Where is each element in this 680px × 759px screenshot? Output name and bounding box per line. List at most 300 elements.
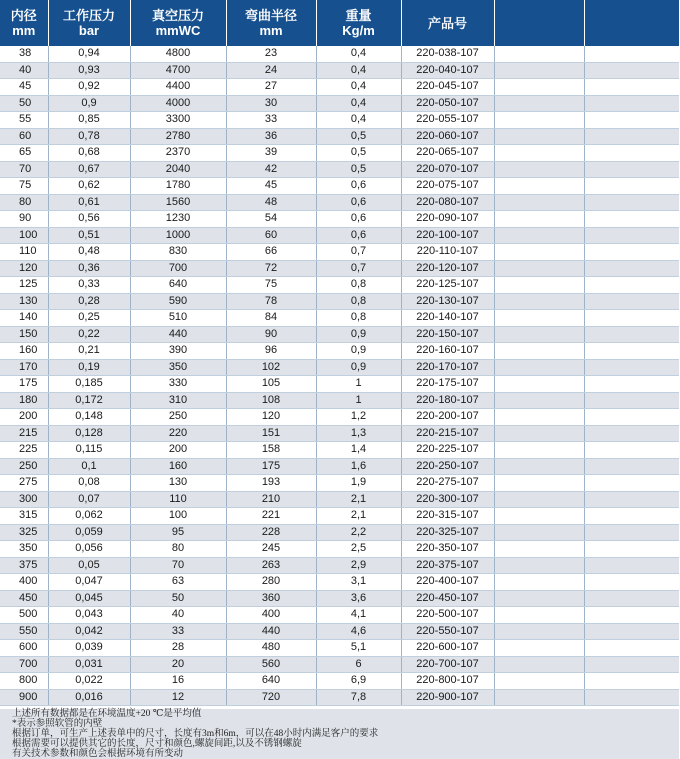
table-cell-extra-2	[584, 79, 679, 96]
table-cell-bend-radius: 228	[226, 524, 316, 541]
table-cell-vacuum-pressure: 310	[130, 392, 226, 409]
table-cell-working-pressure: 0,172	[48, 392, 130, 409]
table-cell-weight: 0,9	[316, 359, 401, 376]
table-row	[0, 343, 679, 360]
table-cell-working-pressure: 0,36	[48, 260, 130, 277]
table-cell-inner-diameter: 170	[0, 359, 48, 376]
table-cell-extra-2	[584, 194, 679, 211]
table-cell-extra-1	[494, 541, 584, 558]
table-cell-working-pressure: 0,059	[48, 524, 130, 541]
table-cell-extra-1	[494, 161, 584, 178]
table-cell-extra-1	[494, 277, 584, 294]
table-cell-bend-radius: 33	[226, 112, 316, 129]
table-cell-vacuum-pressure: 2040	[130, 161, 226, 178]
table-cell-extra-1	[494, 574, 584, 591]
table-cell-product-number: 220-700-107	[401, 656, 494, 673]
table-cell-bend-radius: 84	[226, 310, 316, 327]
table-cell-extra-2	[584, 277, 679, 294]
table-cell-inner-diameter: 400	[0, 574, 48, 591]
column-header-inner-diameter	[0, 0, 48, 46]
table-cell-weight: 1,2	[316, 409, 401, 426]
column-header-unit: mm	[12, 23, 36, 38]
table-cell-vacuum-pressure: 20	[130, 656, 226, 673]
table-cell-inner-diameter: 700	[0, 656, 48, 673]
table-cell-inner-diameter: 175	[0, 376, 48, 393]
table-cell-product-number: 220-130-107	[401, 293, 494, 310]
table-cell-extra-1	[494, 590, 584, 607]
table-row	[0, 293, 679, 310]
column-header-vacuum-pressure	[130, 0, 226, 46]
table-cell-extra-2	[584, 128, 679, 145]
table-cell-working-pressure: 0,062	[48, 508, 130, 525]
table-cell-extra-2	[584, 359, 679, 376]
table-cell-weight: 1,9	[316, 475, 401, 492]
table-cell-weight: 0,8	[316, 277, 401, 294]
table-cell-working-pressure: 0,61	[48, 194, 130, 211]
table-cell-bend-radius: 263	[226, 557, 316, 574]
table-cell-weight: 6,9	[316, 673, 401, 690]
table-cell-working-pressure: 0,148	[48, 409, 130, 426]
table-cell-weight: 0,4	[316, 95, 401, 112]
table-cell-bend-radius: 24	[226, 62, 316, 79]
table-cell-bend-radius: 175	[226, 458, 316, 475]
table-cell-extra-2	[584, 227, 679, 244]
table-cell-weight: 1	[316, 376, 401, 393]
table-cell-vacuum-pressure: 110	[130, 491, 226, 508]
table-cell-working-pressure: 0,039	[48, 640, 130, 657]
table-cell-bend-radius: 105	[226, 376, 316, 393]
table-cell-weight: 4,6	[316, 623, 401, 640]
table-cell-product-number: 220-800-107	[401, 673, 494, 690]
table-cell-extra-1	[494, 293, 584, 310]
table-cell-working-pressure: 0,022	[48, 673, 130, 690]
table-cell-inner-diameter: 350	[0, 541, 48, 558]
table-cell-inner-diameter: 130	[0, 293, 48, 310]
table-cell-extra-1	[494, 557, 584, 574]
table-cell-extra-2	[584, 524, 679, 541]
table-cell-weight: 0,9	[316, 326, 401, 343]
table-row	[0, 128, 679, 145]
table-cell-extra-2	[584, 673, 679, 690]
table-cell-weight: 0,6	[316, 178, 401, 195]
table-cell-weight: 0,7	[316, 244, 401, 261]
table-cell-extra-1	[494, 524, 584, 541]
table-cell-weight: 6	[316, 656, 401, 673]
table-cell-bend-radius: 221	[226, 508, 316, 525]
column-header-bend-radius	[226, 0, 316, 46]
table-cell-bend-radius: 280	[226, 574, 316, 591]
table-cell-weight: 0,9	[316, 343, 401, 360]
table-row	[0, 161, 679, 178]
table-cell-extra-1	[494, 244, 584, 261]
table-cell-extra-2	[584, 95, 679, 112]
table-cell-vacuum-pressure: 16	[130, 673, 226, 690]
table-cell-weight: 2,2	[316, 524, 401, 541]
table-cell-vacuum-pressure: 350	[130, 359, 226, 376]
table-row	[0, 178, 679, 195]
table-cell-inner-diameter: 140	[0, 310, 48, 327]
table-cell-extra-2	[584, 689, 679, 706]
table-row	[0, 458, 679, 475]
table-cell-vacuum-pressure: 1780	[130, 178, 226, 195]
table-cell-working-pressure: 0,056	[48, 541, 130, 558]
table-cell-extra-1	[494, 211, 584, 228]
table-cell-inner-diameter: 75	[0, 178, 48, 195]
table-cell-extra-1	[494, 640, 584, 657]
table-cell-vacuum-pressure: 700	[130, 260, 226, 277]
table-cell-product-number: 220-250-107	[401, 458, 494, 475]
table-row	[0, 244, 679, 261]
table-cell-product-number: 220-160-107	[401, 343, 494, 360]
table-cell-working-pressure: 0,68	[48, 145, 130, 162]
table-cell-bend-radius: 30	[226, 95, 316, 112]
table-cell-inner-diameter: 150	[0, 326, 48, 343]
table-cell-working-pressure: 0,21	[48, 343, 130, 360]
table-row	[0, 46, 679, 62]
table-cell-product-number: 220-140-107	[401, 310, 494, 327]
table-cell-weight: 0,6	[316, 194, 401, 211]
table-cell-extra-2	[584, 244, 679, 261]
column-header-title: 工作压力	[62, 8, 115, 23]
table-cell-working-pressure: 0,62	[48, 178, 130, 195]
table-cell-vacuum-pressure: 1560	[130, 194, 226, 211]
table-cell-product-number: 220-900-107	[401, 689, 494, 706]
column-header-product-number	[401, 0, 494, 46]
column-header-title: 真空压力	[151, 8, 204, 23]
table-cell-extra-2	[584, 161, 679, 178]
table-cell-vacuum-pressure: 130	[130, 475, 226, 492]
table-row	[0, 590, 679, 607]
table-cell-extra-2	[584, 640, 679, 657]
table-cell-working-pressure: 0,25	[48, 310, 130, 327]
table-cell-inner-diameter: 45	[0, 79, 48, 96]
column-header-working-pressure	[48, 0, 130, 46]
table-cell-extra-1	[494, 46, 584, 62]
table-row	[0, 227, 679, 244]
table-cell-working-pressure: 0,19	[48, 359, 130, 376]
table-cell-product-number: 220-055-107	[401, 112, 494, 129]
table-cell-inner-diameter: 215	[0, 425, 48, 442]
table-cell-extra-2	[584, 178, 679, 195]
table-cell-product-number: 220-150-107	[401, 326, 494, 343]
table-cell-vacuum-pressure: 1230	[130, 211, 226, 228]
table-cell-inner-diameter: 110	[0, 244, 48, 261]
table-cell-bend-radius: 42	[226, 161, 316, 178]
table-cell-vacuum-pressure: 830	[130, 244, 226, 261]
table-cell-extra-2	[584, 541, 679, 558]
table-cell-product-number: 220-375-107	[401, 557, 494, 574]
table-cell-bend-radius: 440	[226, 623, 316, 640]
table-cell-product-number: 220-325-107	[401, 524, 494, 541]
table-cell-extra-2	[584, 62, 679, 79]
table-cell-inner-diameter: 375	[0, 557, 48, 574]
table-cell-product-number: 220-125-107	[401, 277, 494, 294]
table-cell-extra-1	[494, 392, 584, 409]
table-cell-product-number: 220-110-107	[401, 244, 494, 261]
table-cell-weight: 4,1	[316, 607, 401, 624]
column-header-title: 产品号	[427, 15, 467, 31]
table-cell-vacuum-pressure: 590	[130, 293, 226, 310]
table-cell-extra-1	[494, 656, 584, 673]
table-cell-extra-1	[494, 442, 584, 459]
table-row	[0, 491, 679, 508]
table-cell-product-number: 220-100-107	[401, 227, 494, 244]
table-cell-working-pressure: 0,043	[48, 607, 130, 624]
table-cell-extra-2	[584, 656, 679, 673]
table-cell-vacuum-pressure: 3300	[130, 112, 226, 129]
column-header-weight	[316, 0, 401, 46]
table-cell-bend-radius: 102	[226, 359, 316, 376]
table-cell-bend-radius: 210	[226, 491, 316, 508]
column-header-title: 内径	[10, 8, 37, 23]
table-row	[0, 79, 679, 96]
table-cell-weight: 0,5	[316, 161, 401, 178]
table-cell-product-number: 220-500-107	[401, 607, 494, 624]
table-cell-inner-diameter: 450	[0, 590, 48, 607]
table-cell-weight: 0,4	[316, 62, 401, 79]
table-row	[0, 376, 679, 393]
table-cell-working-pressure: 0,51	[48, 227, 130, 244]
table-cell-vacuum-pressure: 4000	[130, 95, 226, 112]
table-cell-vacuum-pressure: 200	[130, 442, 226, 459]
table-cell-product-number: 220-200-107	[401, 409, 494, 426]
table-cell-vacuum-pressure: 70	[130, 557, 226, 574]
column-header-unit: bar	[78, 23, 100, 38]
table-cell-working-pressure: 0,1	[48, 458, 130, 475]
table-cell-weight: 3,6	[316, 590, 401, 607]
table-cell-inner-diameter: 500	[0, 607, 48, 624]
table-cell-inner-diameter: 100	[0, 227, 48, 244]
table-cell-product-number: 220-550-107	[401, 623, 494, 640]
table-cell-extra-1	[494, 508, 584, 525]
table-cell-weight: 0,8	[316, 310, 401, 327]
table-cell-inner-diameter: 60	[0, 128, 48, 145]
table-cell-working-pressure: 0,115	[48, 442, 130, 459]
table-cell-bend-radius: 45	[226, 178, 316, 195]
table-cell-weight: 0,5	[316, 128, 401, 145]
table-cell-bend-radius: 27	[226, 79, 316, 96]
table-cell-extra-2	[584, 557, 679, 574]
table-cell-bend-radius: 640	[226, 673, 316, 690]
table-row	[0, 475, 679, 492]
table-cell-inner-diameter: 550	[0, 623, 48, 640]
table-cell-working-pressure: 0,045	[48, 590, 130, 607]
table-cell-working-pressure: 0,128	[48, 425, 130, 442]
table-row	[0, 541, 679, 558]
table-cell-extra-2	[584, 293, 679, 310]
column-header-title: 弯曲半径	[244, 8, 297, 23]
table-cell-extra-2	[584, 590, 679, 607]
table-cell-bend-radius: 193	[226, 475, 316, 492]
table-cell-vacuum-pressure: 510	[130, 310, 226, 327]
table-cell-extra-2	[584, 112, 679, 129]
footnote-line: *表示参照软管的内壁	[12, 719, 103, 729]
table-cell-vacuum-pressure: 33	[130, 623, 226, 640]
table-cell-extra-2	[584, 145, 679, 162]
table-cell-extra-1	[494, 425, 584, 442]
table-cell-extra-2	[584, 442, 679, 459]
table-row	[0, 95, 679, 112]
table-cell-extra-2	[584, 343, 679, 360]
table-cell-extra-1	[494, 376, 584, 393]
table-row	[0, 145, 679, 162]
table-cell-inner-diameter: 55	[0, 112, 48, 129]
table-cell-extra-2	[584, 491, 679, 508]
table-cell-product-number: 220-038-107	[401, 46, 494, 62]
table-cell-product-number: 220-040-107	[401, 62, 494, 79]
table-cell-product-number: 220-065-107	[401, 145, 494, 162]
table-cell-inner-diameter: 90	[0, 211, 48, 228]
column-header-unit: Kg/m	[342, 23, 375, 38]
column-header-extra-1	[494, 0, 584, 46]
table-cell-extra-1	[494, 359, 584, 376]
table-cell-extra-1	[494, 178, 584, 195]
table-row	[0, 640, 679, 657]
table-cell-working-pressure: 0,94	[48, 46, 130, 62]
table-cell-inner-diameter: 38	[0, 46, 48, 62]
table-cell-working-pressure: 0,185	[48, 376, 130, 393]
table-cell-bend-radius: 480	[226, 640, 316, 657]
table-cell-bend-radius: 78	[226, 293, 316, 310]
table-cell-extra-1	[494, 623, 584, 640]
column-header-extra-2	[584, 0, 679, 46]
table-cell-working-pressure: 0,56	[48, 211, 130, 228]
table-cell-bend-radius: 66	[226, 244, 316, 261]
table-row	[0, 392, 679, 409]
table-cell-inner-diameter: 325	[0, 524, 48, 541]
table-cell-product-number: 220-090-107	[401, 211, 494, 228]
table-header	[0, 0, 679, 46]
table-cell-bend-radius: 36	[226, 128, 316, 145]
table-cell-inner-diameter: 225	[0, 442, 48, 459]
table-cell-vacuum-pressure: 100	[130, 508, 226, 525]
table-cell-vacuum-pressure: 80	[130, 541, 226, 558]
table-cell-bend-radius: 720	[226, 689, 316, 706]
table-cell-inner-diameter: 50	[0, 95, 48, 112]
table-cell-extra-2	[584, 508, 679, 525]
table-row	[0, 524, 679, 541]
table-cell-working-pressure: 0,93	[48, 62, 130, 79]
table-cell-working-pressure: 0,042	[48, 623, 130, 640]
table-cell-bend-radius: 60	[226, 227, 316, 244]
table-cell-extra-2	[584, 425, 679, 442]
table-cell-weight: 0,5	[316, 145, 401, 162]
table-cell-working-pressure: 0,85	[48, 112, 130, 129]
table-cell-weight: 1	[316, 392, 401, 409]
table-cell-vacuum-pressure: 4700	[130, 62, 226, 79]
table-cell-bend-radius: 151	[226, 425, 316, 442]
table-row	[0, 326, 679, 343]
column-header-unit: mmWC	[155, 23, 201, 38]
table-cell-inner-diameter: 65	[0, 145, 48, 162]
table-cell-product-number: 220-275-107	[401, 475, 494, 492]
table-cell-weight: 1,6	[316, 458, 401, 475]
table-cell-extra-1	[494, 491, 584, 508]
table-cell-working-pressure: 0,05	[48, 557, 130, 574]
table-row	[0, 574, 679, 591]
table-cell-extra-1	[494, 112, 584, 129]
table-cell-product-number: 220-075-107	[401, 178, 494, 195]
table-cell-working-pressure: 0,047	[48, 574, 130, 591]
table-cell-bend-radius: 108	[226, 392, 316, 409]
table-cell-weight: 2,1	[316, 491, 401, 508]
footnote-line: 有关技术参数和颜色会根据环境有所变动	[12, 749, 184, 759]
footnotes	[0, 709, 679, 759]
table-cell-bend-radius: 48	[226, 194, 316, 211]
table-cell-vacuum-pressure: 1000	[130, 227, 226, 244]
table-cell-vacuum-pressure: 4800	[130, 46, 226, 62]
table-cell-bend-radius: 120	[226, 409, 316, 426]
table-cell-inner-diameter: 180	[0, 392, 48, 409]
table-cell-inner-diameter: 315	[0, 508, 48, 525]
table-cell-weight: 0,6	[316, 211, 401, 228]
table-cell-extra-1	[494, 326, 584, 343]
table-cell-extra-2	[584, 211, 679, 228]
footnote-line: 根据订单，可生产上述表单中的尺寸，长度有3m和6m，可以在48小时内满足客户的要求	[12, 729, 379, 739]
table-cell-extra-1	[494, 95, 584, 112]
table-cell-inner-diameter: 80	[0, 194, 48, 211]
table-row	[0, 310, 679, 327]
table-cell-weight: 0,6	[316, 227, 401, 244]
table-cell-weight: 3,1	[316, 574, 401, 591]
table-cell-product-number: 220-175-107	[401, 376, 494, 393]
footnote-line: 根据需要可以提供其它的长度，尺寸和颜色,螺旋间距,以及不锈钢螺旋	[12, 739, 302, 749]
table-cell-vacuum-pressure: 95	[130, 524, 226, 541]
table-cell-extra-1	[494, 194, 584, 211]
table-cell-extra-1	[494, 79, 584, 96]
table-cell-vacuum-pressure: 640	[130, 277, 226, 294]
table-cell-inner-diameter: 800	[0, 673, 48, 690]
table-row	[0, 607, 679, 624]
table-cell-extra-1	[494, 128, 584, 145]
table-cell-vacuum-pressure: 2780	[130, 128, 226, 145]
table-cell-extra-1	[494, 310, 584, 327]
table-cell-product-number: 220-215-107	[401, 425, 494, 442]
table-cell-working-pressure: 0,08	[48, 475, 130, 492]
table-cell-vacuum-pressure: 220	[130, 425, 226, 442]
table-cell-weight: 0,7	[316, 260, 401, 277]
table-cell-weight: 0,4	[316, 79, 401, 96]
table-cell-extra-1	[494, 458, 584, 475]
table-cell-product-number: 220-450-107	[401, 590, 494, 607]
footnote-line: 上述所有数据都是在环境温度+20 ℃是平均值	[12, 709, 202, 719]
table-row	[0, 508, 679, 525]
table-cell-extra-2	[584, 310, 679, 327]
table-cell-inner-diameter: 120	[0, 260, 48, 277]
table-row	[0, 260, 679, 277]
table-cell-working-pressure: 0,9	[48, 95, 130, 112]
table-cell-working-pressure: 0,28	[48, 293, 130, 310]
table-row	[0, 277, 679, 294]
table-cell-product-number: 220-170-107	[401, 359, 494, 376]
table-cell-vacuum-pressure: 28	[130, 640, 226, 657]
table-cell-product-number: 220-060-107	[401, 128, 494, 145]
table-cell-bend-radius: 90	[226, 326, 316, 343]
table-cell-product-number: 220-225-107	[401, 442, 494, 459]
table-cell-vacuum-pressure: 50	[130, 590, 226, 607]
table-row	[0, 211, 679, 228]
table-row	[0, 409, 679, 426]
table-row	[0, 194, 679, 211]
table-cell-bend-radius: 54	[226, 211, 316, 228]
table-row	[0, 425, 679, 442]
table-cell-vacuum-pressure: 12	[130, 689, 226, 706]
table-cell-working-pressure: 0,48	[48, 244, 130, 261]
table-cell-inner-diameter: 125	[0, 277, 48, 294]
table-cell-bend-radius: 360	[226, 590, 316, 607]
table-cell-extra-1	[494, 689, 584, 706]
table-cell-extra-2	[584, 376, 679, 393]
